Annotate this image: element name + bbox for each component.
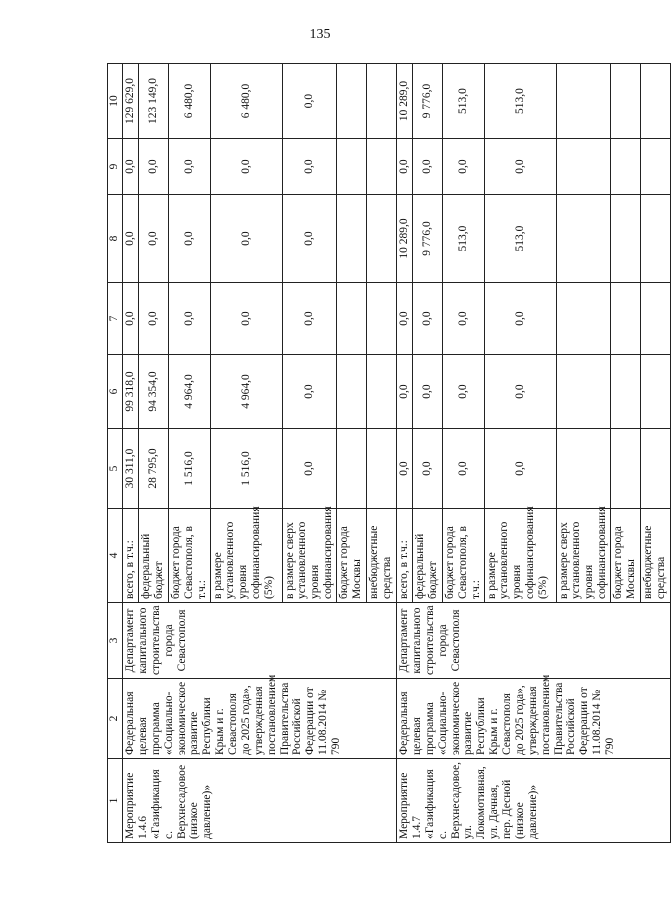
amount-cell bbox=[337, 64, 367, 139]
column-number: 7 bbox=[108, 283, 123, 355]
measure-name: Мероприятие 1.4.6 «Газификация с. Верхнесадовое (низкое давление)» bbox=[123, 759, 397, 843]
amount-cell bbox=[367, 139, 397, 195]
amount-cell bbox=[611, 355, 641, 429]
amount-cell: 0,0 bbox=[210, 195, 282, 283]
funding-source: бюджет города Москвы bbox=[611, 509, 641, 603]
amount-cell bbox=[641, 139, 671, 195]
amount-cell: 0,0 bbox=[123, 283, 139, 355]
amount-cell: 0,0 bbox=[138, 139, 168, 195]
amount-cell: 513,0 bbox=[484, 64, 556, 139]
column-number: 8 bbox=[108, 195, 123, 283]
amount-cell: 0,0 bbox=[282, 139, 337, 195]
amount-cell bbox=[611, 64, 641, 139]
amount-cell bbox=[641, 429, 671, 509]
amount-cell bbox=[611, 195, 641, 283]
amount-cell: 0,0 bbox=[210, 139, 282, 195]
amount-cell: 0,0 bbox=[397, 283, 413, 355]
table-row bbox=[123, 64, 139, 843]
amount-cell: 0,0 bbox=[138, 283, 168, 355]
amount-cell bbox=[556, 64, 611, 139]
amount-cell: 94 354,0 bbox=[138, 355, 168, 429]
amount-cell: 0,0 bbox=[412, 429, 442, 509]
amount-cell: 9 776,0 bbox=[412, 195, 442, 283]
amount-cell: 513,0 bbox=[442, 195, 484, 283]
program-name: Федеральная целевая программа «Социально-экономическое развитие Республики Крым и г. Севастополя до 2025 года», утвержденная постановлением Правительства Российской Федерации от 11.08.2014 № 790 bbox=[123, 679, 397, 759]
amount-cell: 0,0 bbox=[397, 429, 413, 509]
amount-cell: 1 516,0 bbox=[210, 429, 282, 509]
amount-cell bbox=[556, 139, 611, 195]
column-number-row bbox=[108, 64, 123, 843]
amount-cell bbox=[611, 139, 641, 195]
amount-cell: 99 318,0 bbox=[123, 355, 139, 429]
amount-cell: 9 776,0 bbox=[412, 64, 442, 139]
amount-cell: 0,0 bbox=[282, 64, 337, 139]
funding-source: федеральный бюджет bbox=[138, 509, 168, 603]
funding-source: всего, в т.ч.: bbox=[397, 509, 413, 603]
amount-cell bbox=[367, 429, 397, 509]
amount-cell bbox=[367, 195, 397, 283]
amount-cell: 6 480,0 bbox=[210, 64, 282, 139]
amount-cell: 0,0 bbox=[412, 283, 442, 355]
amount-cell bbox=[641, 64, 671, 139]
amount-cell: 0,0 bbox=[282, 429, 337, 509]
funding-source: бюджет города Москвы bbox=[337, 509, 367, 603]
amount-cell bbox=[641, 283, 671, 355]
amount-cell: 0,0 bbox=[282, 195, 337, 283]
amount-cell: 0,0 bbox=[168, 283, 210, 355]
amount-cell: 513,0 bbox=[484, 195, 556, 283]
column-number: 4 bbox=[108, 509, 123, 603]
amount-cell: 0,0 bbox=[282, 283, 337, 355]
amount-cell: 129 629,0 bbox=[123, 64, 139, 139]
executor-name: Департамент капитального строительства города Севастополя bbox=[123, 603, 397, 679]
column-number: 1 bbox=[108, 759, 123, 843]
funding-source: в размере установленного уровня софинансирования (5%) bbox=[210, 509, 282, 603]
amount-cell: 6 480,0 bbox=[168, 64, 210, 139]
amount-cell: 0,0 bbox=[412, 139, 442, 195]
amount-cell: 0,0 bbox=[484, 355, 556, 429]
amount-cell: 10 289,0 bbox=[397, 195, 413, 283]
amount-cell: 0,0 bbox=[484, 283, 556, 355]
amount-cell: 0,0 bbox=[210, 283, 282, 355]
amount-cell bbox=[611, 429, 641, 509]
amount-cell bbox=[337, 195, 367, 283]
executor-name: Департамент капитального строительства города Севастополя bbox=[397, 603, 671, 679]
amount-cell bbox=[367, 283, 397, 355]
amount-cell: 0,0 bbox=[442, 429, 484, 509]
amount-cell: 28 795,0 bbox=[138, 429, 168, 509]
amount-cell: 0,0 bbox=[397, 355, 413, 429]
amount-cell bbox=[556, 429, 611, 509]
amount-cell: 0,0 bbox=[397, 139, 413, 195]
amount-cell bbox=[641, 355, 671, 429]
amount-cell bbox=[641, 195, 671, 283]
amount-cell: 0,0 bbox=[442, 139, 484, 195]
amount-cell: 513,0 bbox=[442, 64, 484, 139]
amount-cell bbox=[337, 139, 367, 195]
funding-source: в размере сверх установленного уровня софинансирования bbox=[282, 509, 337, 603]
amount-cell: 4 964,0 bbox=[210, 355, 282, 429]
budget-table bbox=[107, 63, 671, 843]
amount-cell: 0,0 bbox=[442, 355, 484, 429]
program-name: Федеральная целевая программа «Социально-экономическое развитие Республики Крым и г. Севастополя до 2025 года», утвержденная постановлением Правительства Российской Федерации от 11.08.2014 № 790 bbox=[397, 679, 671, 759]
amount-cell bbox=[556, 195, 611, 283]
column-number: 2 bbox=[108, 679, 123, 759]
amount-cell: 0,0 bbox=[442, 283, 484, 355]
funding-source: федеральный бюджет bbox=[412, 509, 442, 603]
column-number: 6 bbox=[108, 355, 123, 429]
funding-source: внебюджетные средства bbox=[367, 509, 397, 603]
amount-cell: 1 516,0 bbox=[168, 429, 210, 509]
amount-cell bbox=[367, 64, 397, 139]
amount-cell: 4 964,0 bbox=[168, 355, 210, 429]
funding-source: в размере сверх установленного уровня софинансирования bbox=[556, 509, 611, 603]
amount-cell bbox=[556, 355, 611, 429]
amount-cell: 0,0 bbox=[168, 195, 210, 283]
amount-cell: 0,0 bbox=[123, 139, 139, 195]
funding-source: в размере установленного уровня софинансирования (5%) bbox=[484, 509, 556, 603]
column-number: 3 bbox=[108, 603, 123, 679]
amount-cell bbox=[556, 283, 611, 355]
amount-cell: 0,0 bbox=[412, 355, 442, 429]
amount-cell bbox=[611, 283, 641, 355]
amount-cell bbox=[367, 355, 397, 429]
column-number: 5 bbox=[108, 429, 123, 509]
amount-cell: 30 311,0 bbox=[123, 429, 139, 509]
page-number: 135 bbox=[309, 27, 331, 42]
column-number: 10 bbox=[108, 64, 123, 139]
amount-cell: 0,0 bbox=[123, 195, 139, 283]
amount-cell bbox=[337, 283, 367, 355]
funding-source: всего, в т.ч.: bbox=[123, 509, 139, 603]
funding-source: внебюджетные средства bbox=[641, 509, 671, 603]
amount-cell: 0,0 bbox=[484, 139, 556, 195]
funding-source: бюджет города Севастополя, в т.ч.: bbox=[442, 509, 484, 603]
amount-cell: 123 149,0 bbox=[138, 64, 168, 139]
amount-cell bbox=[337, 429, 367, 509]
amount-cell: 0,0 bbox=[138, 195, 168, 283]
table-row bbox=[397, 64, 413, 843]
amount-cell: 0,0 bbox=[282, 355, 337, 429]
column-number: 9 bbox=[108, 139, 123, 195]
amount-cell: 10 289,0 bbox=[397, 64, 413, 139]
funding-source: бюджет города Севастополя, в т.ч.: bbox=[168, 509, 210, 603]
amount-cell bbox=[337, 355, 367, 429]
measure-name: Мероприятие 1.4.7 «Газификация с. Верхнесадовое, ул. Локомотивная, ул. Дачная, пер. Десной (низкое давление)» bbox=[397, 759, 671, 843]
amount-cell: 0,0 bbox=[168, 139, 210, 195]
amount-cell: 0,0 bbox=[484, 429, 556, 509]
